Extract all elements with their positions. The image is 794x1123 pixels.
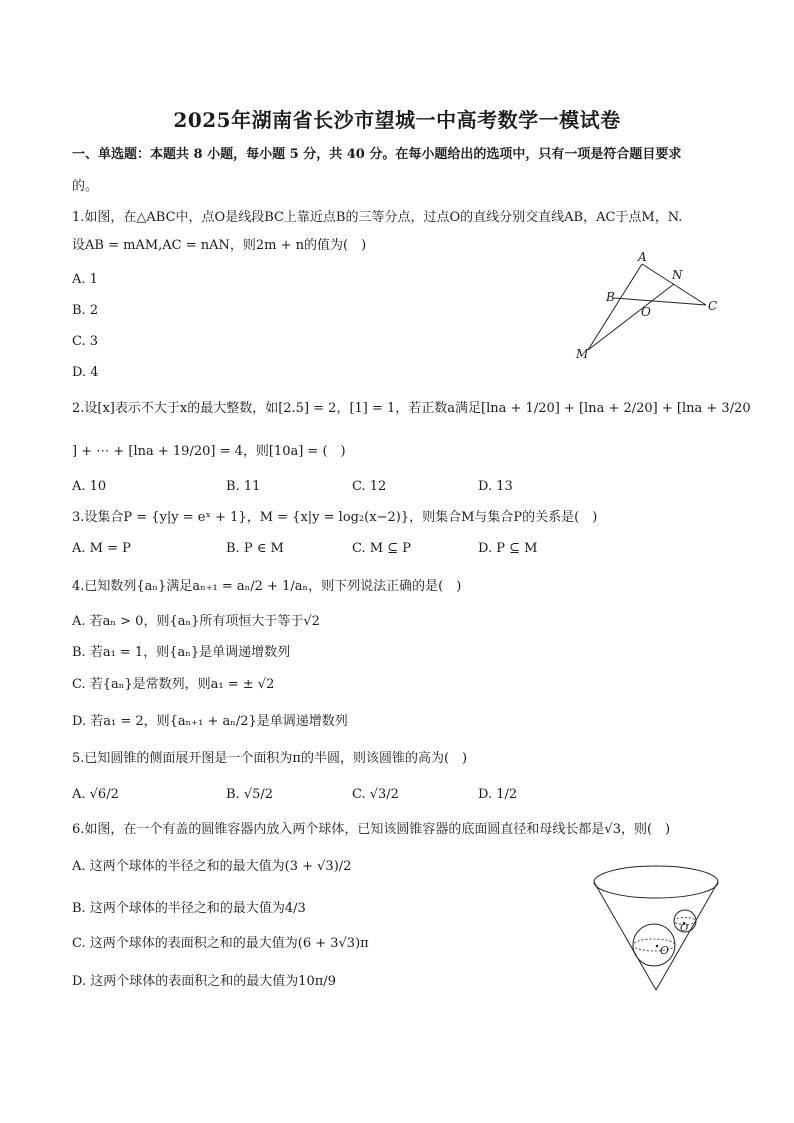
q4-option-c: C. 若{aₙ}是常数列，则a₁ = ± √2 (72, 677, 275, 692)
page-title: 2025年湖南省长沙市望城一中高考数学一模试卷 (173, 108, 621, 132)
q4-stem: 4.已知数列{aₙ}满足aₙ₊₁ = aₙ/2 + 1/aₙ，则下列说法正确的是( ) (72, 579, 462, 594)
q1-option-d: D. 4 (72, 365, 99, 380)
q1-label-n: N (672, 268, 683, 282)
q2-option-b: B. 11 (226, 479, 261, 494)
q6-label-small-sphere-center: O (680, 923, 689, 934)
q3-option-d: D. P ⊆ M (478, 541, 538, 556)
q5-option-a: A. √6/2 (72, 787, 119, 802)
q1-label-b: B (606, 290, 615, 304)
q1-option-c: C. 3 (72, 334, 99, 349)
q4-option-d: D. 若a₁ = 2，则{aₙ₊₁ + aₙ/2}是单调递增数列 (72, 714, 348, 729)
section-instructions-line1: 一、单选题：本题共 8 小题，每小题 5 分，共 40 分。在每小题给出的选项中，只有一项是符合题目要求 (72, 147, 682, 162)
q2-stem-line1: 2.设[x]表示不大于x的最大整数，如[2.5] = 2，[1] = 1，若正数a满足[lna + 1/20] + [lna + 2/20] + [lna + 3/20 (72, 401, 751, 416)
q6-option-b: B. 这两个球体的半径之和的最大值为4/3 (72, 901, 306, 916)
q4-option-a: A. 若aₙ > 0，则{aₙ}所有项恒大于等于√2 (72, 614, 320, 629)
q3-option-a: A. M = P (72, 541, 131, 556)
q6-cone-figure (588, 860, 728, 996)
q6-stem: 6.如图，在一个有盖的圆锥容器内放入两个球体，已知该圆锥容器的底面圆直径和母线长都是√3，则( ) (72, 822, 671, 837)
q1-label-m: M (576, 347, 589, 361)
q2-stem-line2: ] + ⋯ + [lna + 19/20] = 4，则[10a] = ( ) (72, 444, 346, 459)
q2-option-a: A. 10 (72, 479, 107, 494)
q1-stem-line1: 1.如图，在△ABC中，点O是线段BC上靠近点B的三等分点，过点O的直线分别交直线AB，AC于点M，N. (72, 210, 683, 225)
q6-option-a: A. 这两个球体的半径之和的最大值为(3 + √3)/2 (72, 859, 352, 874)
q6-option-c: C. 这两个球体的表面积之和的最大值为(6 + 3√3)π (72, 936, 369, 951)
q1-triangle-figure (570, 246, 730, 364)
q5-option-d: D. 1/2 (478, 787, 518, 802)
q6-option-d: D. 这两个球体的表面积之和的最大值为10π/9 (72, 974, 336, 989)
q2-option-c: C. 12 (352, 479, 387, 494)
q2-option-d: D. 13 (478, 479, 513, 494)
q6-label-large-sphere-center: O (660, 944, 670, 957)
q4-option-b: B. 若a₁ = 1，则{aₙ}是单调递增数列 (72, 645, 291, 660)
q1-label-a: A (638, 250, 647, 264)
q1-label-c: C (708, 299, 718, 313)
q1-label-o: O (641, 305, 651, 319)
q3-option-b: B. P ∈ M (226, 541, 284, 556)
q5-option-c: C. √3/2 (352, 787, 399, 802)
q1-option-b: B. 2 (72, 303, 99, 318)
q1-stem-line2: 设AB = mAM,AC = nAN，则2m + n的值为( ) (72, 238, 367, 253)
q3-option-c: C. M ⊆ P (352, 541, 411, 556)
q1-option-a: A. 1 (72, 272, 98, 287)
section-instructions-line2: 的。 (72, 179, 99, 194)
q3-stem: 3.设集合P = {y|y = eˣ + 1}，M = {x|y = log₂(x−2)}，则集合M与集合P的关系是( ) (72, 510, 598, 525)
q5-stem: 5.已知圆锥的侧面展开图是一个面积为π的半圆，则该圆锥的高为( ) (72, 751, 468, 766)
q5-option-b: B. √5/2 (226, 787, 274, 802)
